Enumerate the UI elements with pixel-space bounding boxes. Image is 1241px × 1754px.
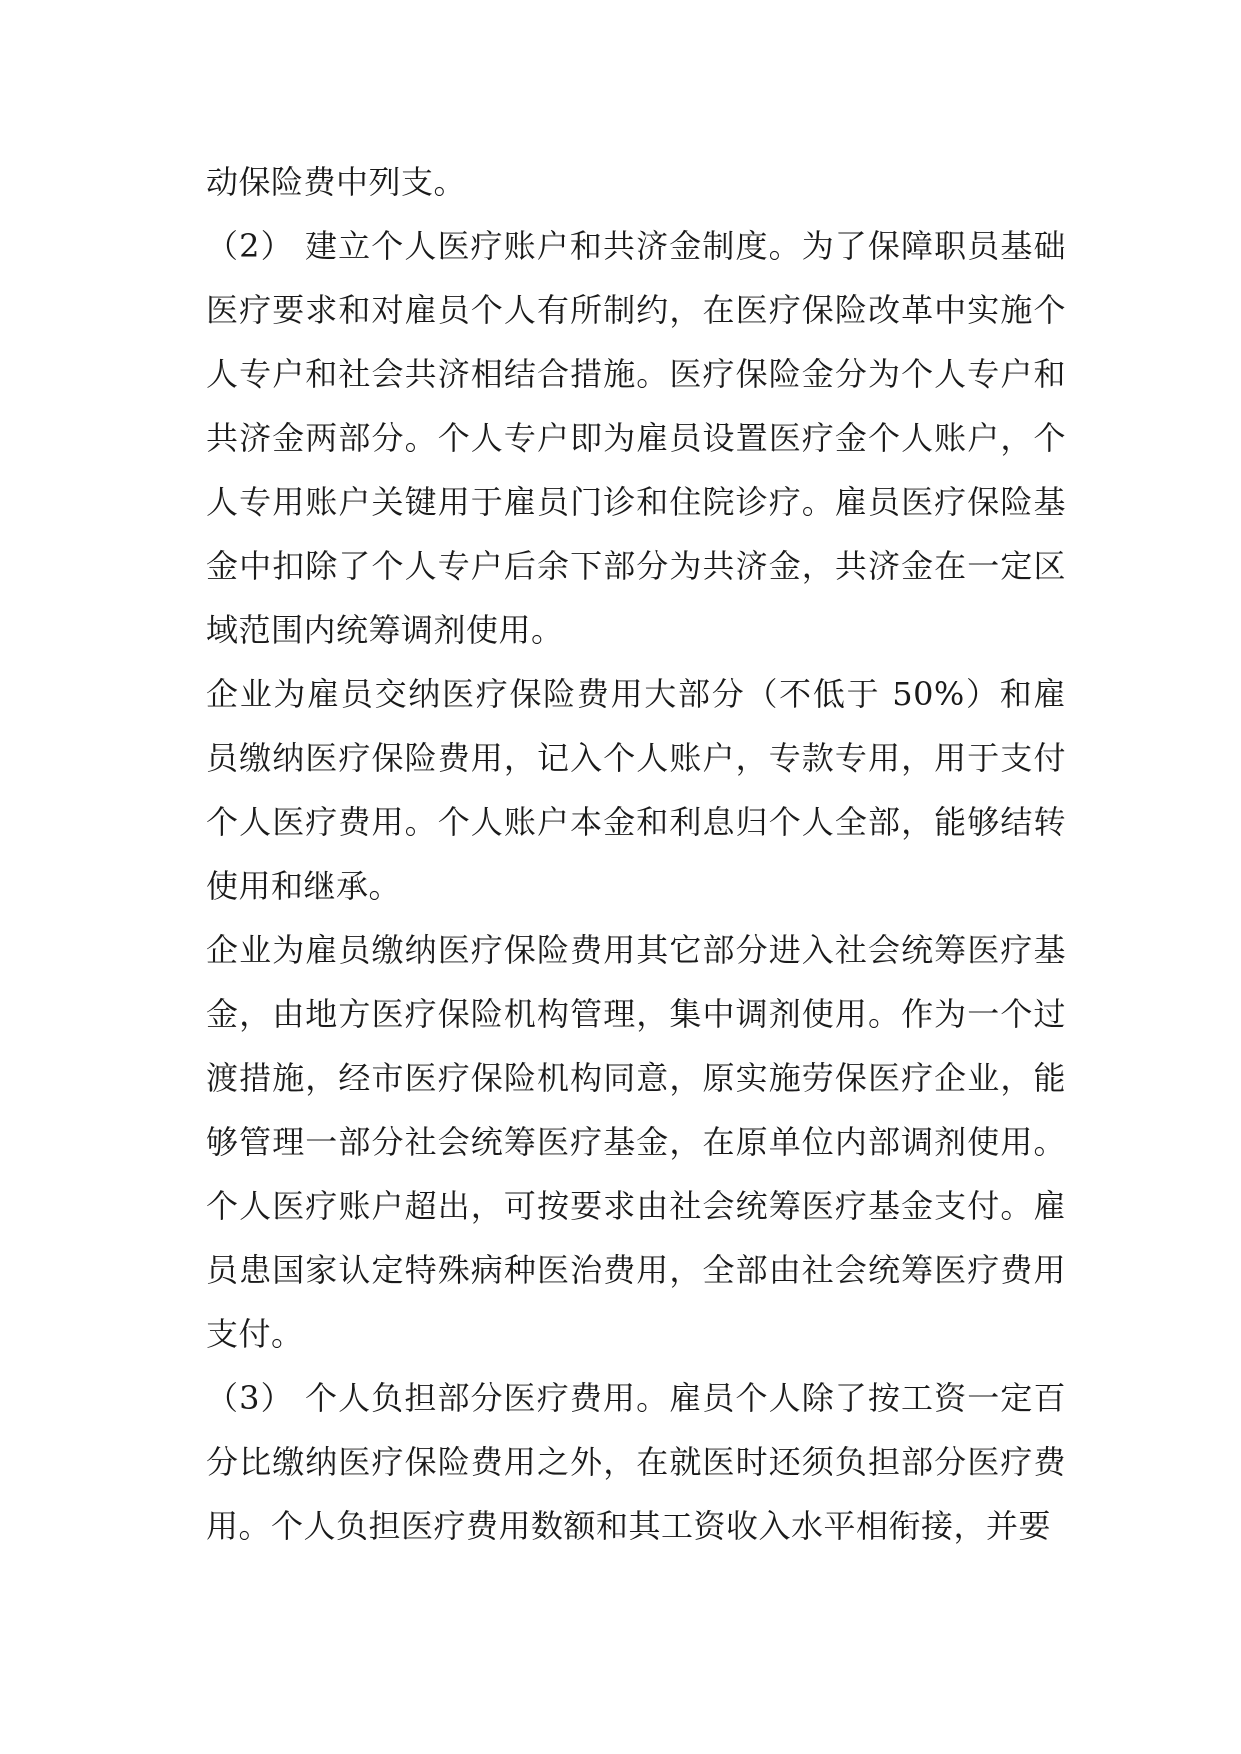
paragraph-item-2: （2） 建立个人医疗账户和共济金制度。为了保障职员基础医疗要求和对雇员个人有所制约，在医疗保险改革中实施个人专户和社会共济相结合措施。医疗保险金分为个人专户和共济金两部分。个人专户即为雇员设置医疗金个人账户，个人专用账户关键用于雇员门诊和住院诊疗。雇员医疗保险基金中扣除了个人专户后余下部分为共济金，共济金在一定区域范围内统筹调剂使用。	[206, 227, 1066, 649]
paragraph-continuation: 动保险费中列支。	[206, 163, 467, 201]
document-body	[206, 150, 1066, 1558]
paragraph-social-pooling: 企业为雇员缴纳医疗保险费用其它部分进入社会统筹医疗基金，由地方医疗保险机构管理，集中调剂使用。作为一个过渡措施，经市医疗保险机构同意，原实施劳保医疗企业，能够管理一部分社会统筹医疗基金，在原单位内部调剂使用。个人医疗账户超出，可按要求由社会统筹医疗基金支付。雇员患国家认定特殊病种医治费用，全部由社会统筹医疗费用支付。	[206, 931, 1066, 1353]
paragraph-item-3: （3） 个人负担部分医疗费用。雇员个人除了按工资一定百分比缴纳医疗保险费用之外，在就医时还须负担部分医疗费用。个人负担医疗费用数额和其工资收入水平相衔接，并要	[206, 1379, 1066, 1545]
paragraph-employer-contribution: 企业为雇员交纳医疗保险费用大部分（不低于 50%）和雇员缴纳医疗保险费用，记入个人账户，专款专用，用于支付个人医疗费用。个人账户本金和利息归个人全部，能够结转使用和继承。	[206, 675, 1066, 905]
